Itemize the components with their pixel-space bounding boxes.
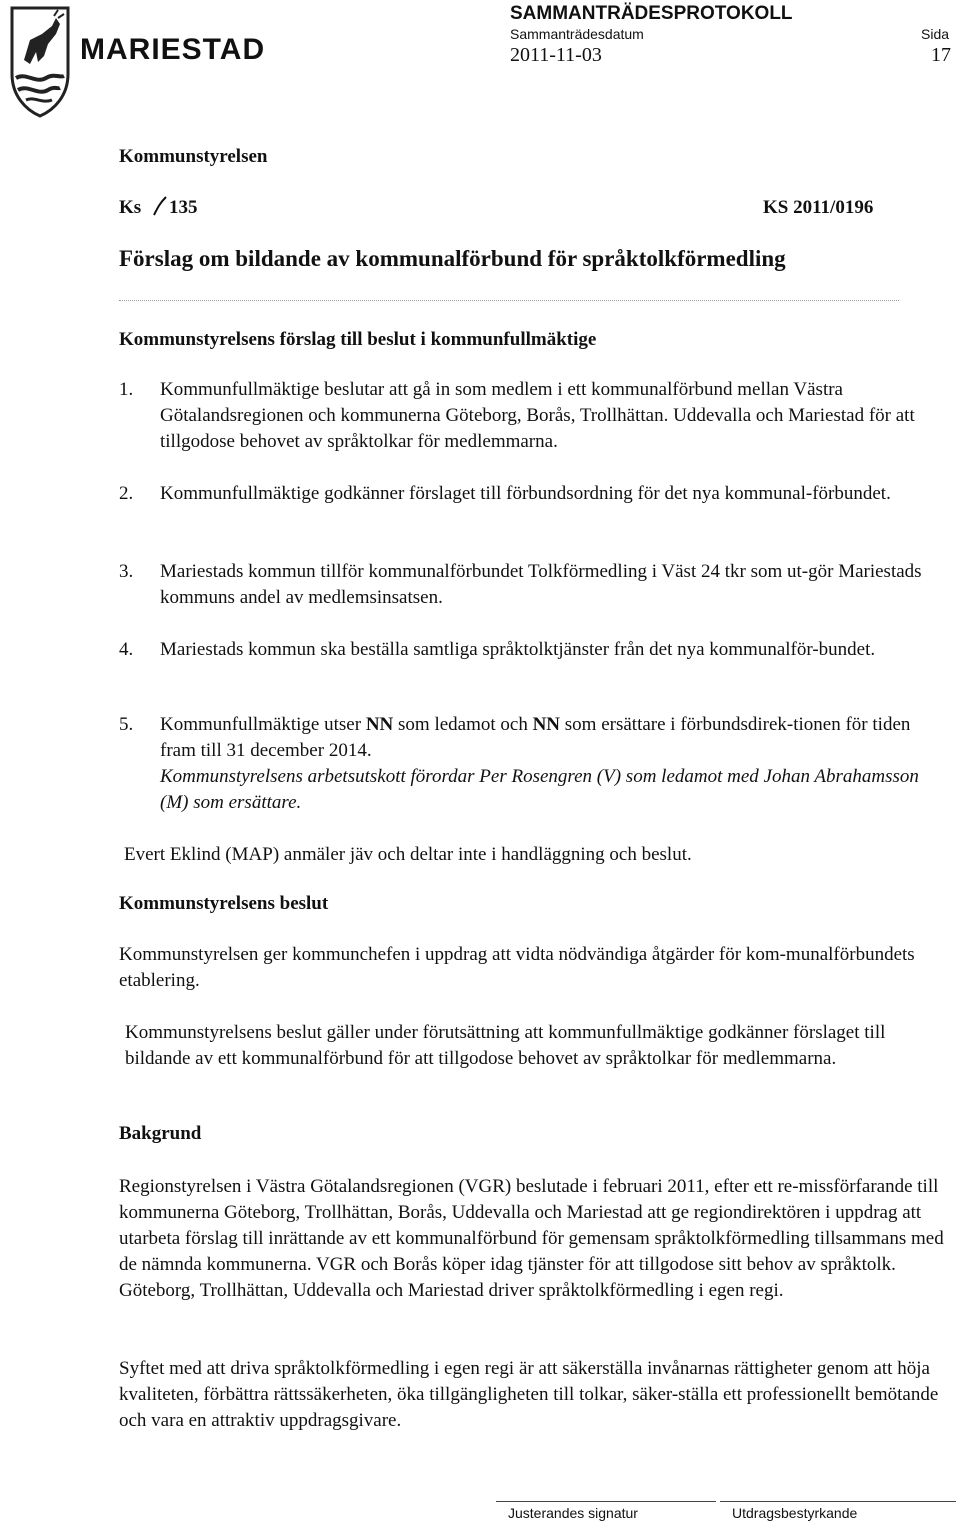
item-text: Kommunfullmäktige godkänner förslaget till förbundsordning för det nya kommunal-förbundet. [160,483,891,504]
item-number: 3. [119,561,134,582]
item-number: 4. [119,639,134,660]
item-text [160,712,949,764]
item-text: Kommunfullmäktige beslutar att gå in som medlem i ett kommunalförbund mellan Västra Götalandsregionen och kommunerna Göteborg, Borås, Trollhättan. Uddevalla och Mariestad för att tillgodose behovet av språktolkar för medlemmarna. [160,379,915,452]
divider [119,300,899,301]
signature-label: Justerandes signatur [508,1505,638,1521]
item-text: Mariestads kommun ska beställa samtliga språktolktjänster från det nya kommunalför-bundet. [160,639,876,660]
logo-wordmark: MARIESTAD [80,33,266,66]
page-label: Sida [921,26,950,42]
document-type: SAMMANTRÄDESPROTOKOLL [510,3,793,24]
background-paragraph: Syftet med att driva språktolkförmedling i egen regi är att säkerställa invånarnas rättigheter genom att höja kvaliteten, förbättra rättssäkerheten, öka tillgängligheten till tolkar, säker-ställa ett professionellt bemötande och vara en attraktiv uppdragsgivare. [119,1358,939,1431]
disqualification-notice: Evert Eklind (MAP) anmäler jäv och deltar inte i handläggning och beslut. [124,844,692,865]
case-label: Ks [119,197,142,218]
item-number: 1. [119,379,134,400]
diary-number: KS 2011/0196 [763,197,874,218]
extract-label: Utdragsbestyrkande [732,1505,858,1521]
item-number: 2. [119,483,134,504]
decision-heading: Kommunstyrelsens beslut [119,893,329,914]
committee-recommendation: Kommunstyrelsens arbetsutskott förordar Per Rosengren (V) som ledamot med Johan Abrahamsson (M) som ersättare. [160,766,919,813]
signature-line [496,1501,716,1502]
item-number: 5. [119,714,134,735]
mariestad-crest-logo [8,4,72,120]
page-number: 17 [931,44,951,66]
list-item [119,559,949,611]
list-item [119,481,949,507]
decision-text: Kommunstyrelsen ger kommunchefen i uppdrag att vidta nödvändiga åtgärder för kom-munalförbundets etablering. [119,944,915,991]
item-text: Mariestads kommun tillför kommunalförbundet Tolkförmedling i Väst 24 tkr som ut-gör Mariestads kommuns andel av medlemsinsatsen. [160,561,922,608]
nominee-placeholder: NN [532,714,561,735]
list-item [119,637,949,663]
committee-name: Kommunstyrelsen [119,146,268,167]
list-item [119,377,949,455]
proposal-heading: Kommunstyrelsens förslag till beslut i kommunfullmäktige [119,329,597,350]
meeting-date: 2011-11-03 [510,44,602,66]
background-paragraph: Regionstyrelsen i Västra Götalandsregionen (VGR) beslutade i februari 2011, efter ett re-missförfarande till kommunerna Göteborg, Trollhättan, Borås, Uddevalla och Mariestad att ge regiondirektören i uppdrag att utarbeta förslag till inrättande av ett kommunalförbund för gemensam språktolkförmedling tillsammans med de nämnda kommunerna. VGR och Borås köper idag tjänster för att tillgodose sitt behov av språktolk. Göteborg, Trollhättan, Uddevalla och Mariestad driver språktolkförmedling i egen regi. [119,1176,944,1301]
list-item [119,712,949,816]
nominee-placeholder: NN [365,714,394,735]
case-number: 135 [169,197,198,218]
background-heading: Bakgrund [119,1123,202,1144]
item-text-part: Kommunfullmäktige utser [160,714,366,735]
item-text-part: som ledamot och [393,714,533,735]
item-text-part: som ersättare i förbundsdirek-tionen för tiden fram till 31 december 2014. [160,714,911,761]
extract-line [720,1501,956,1502]
page-title: Förslag om bildande av kommunalförbund för språktolkförmedling [119,246,786,271]
decision-condition-text: Kommunstyrelsens beslut gäller under förutsättning att kommunfullmäktige godkänner förslaget till bildande av ett kommunalförbund för att tillgodose behovet av språktolkar för medlemmarna. [125,1022,886,1069]
meeting-date-label: Sammanträdesdatum [510,26,644,42]
